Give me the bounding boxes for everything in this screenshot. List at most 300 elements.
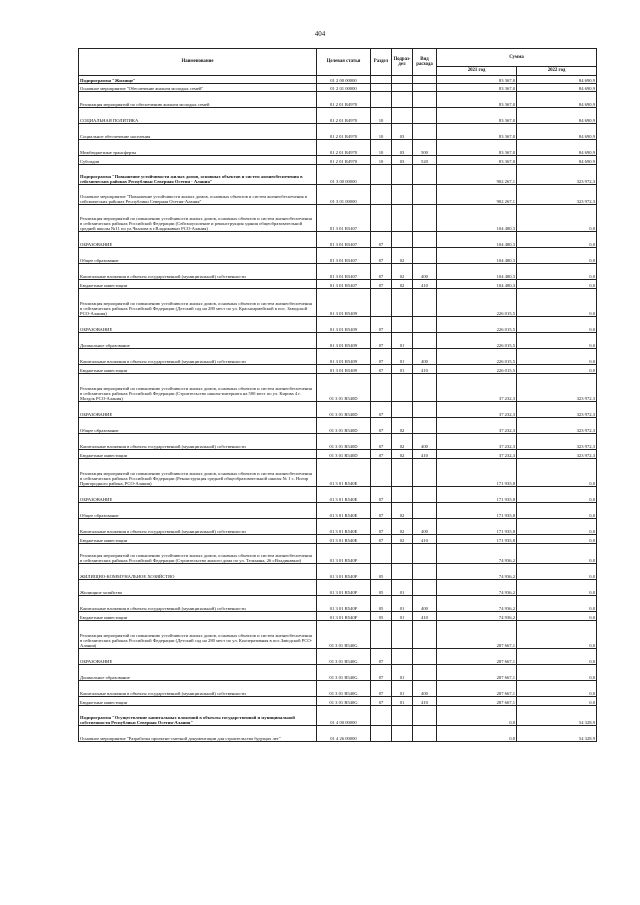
row-section: 07 xyxy=(371,349,392,365)
table-row xyxy=(79,76,597,84)
row-sum-2021: 171 935,8 xyxy=(437,519,517,535)
row-sum-2022: 54 328,9 xyxy=(517,706,597,726)
row-subsection: 01 xyxy=(392,333,413,349)
row-name: Основное мероприятие "Обеспечение жильем молодых семей" xyxy=(79,84,317,92)
row-sum-2021: 74 936,2 xyxy=(437,564,517,580)
page-number: 404 xyxy=(314,30,326,38)
row-name: Межбюджетные трансферты xyxy=(79,140,317,156)
row-expense-type xyxy=(413,665,437,681)
row-name: Капитальные вложения в объекты государственной (муниципальной) собственности xyxy=(79,519,317,535)
row-subsection: 03 xyxy=(392,140,413,156)
row-sum-2022: 84 690,9 xyxy=(517,156,597,165)
row-subsection: 01 xyxy=(392,365,413,374)
header-section: Раздел xyxy=(371,49,392,76)
row-name: ОБРАЗОВАНИЕ xyxy=(79,232,317,248)
row-expense-type xyxy=(413,185,437,205)
row-sum-2022: 84 690,9 xyxy=(517,140,597,156)
row-sum-2021: 104 480,3 xyxy=(437,280,517,289)
row-section: 07 xyxy=(371,280,392,289)
row-sum-2021: 287 667,1 xyxy=(437,649,517,665)
row-section xyxy=(371,726,392,742)
row-name: Бюджетные инвестиции xyxy=(79,535,317,544)
table-row xyxy=(79,697,597,706)
row-target-code: 01 3 01 R5409 xyxy=(317,333,371,349)
table-row xyxy=(79,124,597,140)
row-name: Капитальные вложения в объекты государственной (муниципальной) собственности xyxy=(79,681,317,697)
row-expense-type xyxy=(413,108,437,124)
row-sum-2021: 74 936,2 xyxy=(437,612,517,621)
table-row xyxy=(79,108,597,124)
row-sum-2021: 0,0 xyxy=(437,706,517,726)
row-sum-2022: 84 690,9 xyxy=(517,76,597,84)
row-target-code: 01 3 01 R540D xyxy=(317,434,371,450)
row-section: 07 xyxy=(371,333,392,349)
row-name: Основное мероприятие "Разработка проектно-сметной документации для строительства будущих лет" xyxy=(79,726,317,742)
row-sum-2021: 83 367,0 xyxy=(437,92,517,108)
row-expense-type xyxy=(413,621,437,649)
row-expense-type xyxy=(413,649,437,665)
row-name: Социальное обеспечение населения xyxy=(79,124,317,140)
row-sum-2022: 54 328,9 xyxy=(517,726,597,742)
row-subsection: 02 xyxy=(392,418,413,434)
table-row xyxy=(79,665,597,681)
row-name: Подпрограмма "Жилище" xyxy=(79,76,317,84)
row-sum-2021: 37 232,3 xyxy=(437,418,517,434)
table-row xyxy=(79,681,597,697)
row-sum-2022: 323 972,3 xyxy=(517,418,597,434)
row-target-code: 01 3 01 R5409 xyxy=(317,365,371,374)
row-section: 07 xyxy=(371,434,392,450)
row-sum-2021: 287 667,1 xyxy=(437,665,517,681)
row-sum-2022: 0,0 xyxy=(517,333,597,349)
row-subsection: 01 xyxy=(392,665,413,681)
row-sum-2022: 0,0 xyxy=(517,503,597,519)
row-name: Капитальные вложения в объекты государственной (муниципальной) собственности xyxy=(79,596,317,612)
row-sum-2021: 83 367,0 xyxy=(437,140,517,156)
row-target-code: 01 3 01 R5409 xyxy=(317,349,371,365)
table-row xyxy=(79,459,597,487)
row-expense-type xyxy=(413,706,437,726)
row-sum-2022: 323 972,3 xyxy=(517,402,597,418)
row-sum-2022: 0,0 xyxy=(517,519,597,535)
row-expense-type xyxy=(413,165,437,185)
table-row xyxy=(79,165,597,185)
row-expense-type: 410 xyxy=(413,365,437,374)
row-section: 05 xyxy=(371,612,392,621)
row-subsection xyxy=(392,706,413,726)
row-section: 07 xyxy=(371,365,392,374)
row-expense-type xyxy=(413,459,437,487)
row-subsection xyxy=(392,487,413,503)
row-section: 07 xyxy=(371,264,392,280)
row-name: Реализация мероприятий по повышению устойчивости жилых домов, основных объектов и систем жизнеобеспечения в сейсмических районах Российской Федерации (Строительство жилого дома по ул. Тельмана, 26 г.Владикавказ) xyxy=(79,544,317,564)
row-expense-type xyxy=(413,289,437,317)
row-sum-2022: 323 972,3 xyxy=(517,450,597,459)
row-name: Жилищное хозяйство xyxy=(79,580,317,596)
row-sum-2021: 37 232,3 xyxy=(437,374,517,402)
row-subsection: 01 xyxy=(392,612,413,621)
row-subsection xyxy=(392,649,413,665)
row-section xyxy=(371,289,392,317)
table-row xyxy=(79,248,597,264)
row-target-code: 01 3 01 R5407 xyxy=(317,232,371,248)
row-sum-2022: 0,0 xyxy=(517,564,597,580)
row-expense-type: 410 xyxy=(413,280,437,289)
row-sum-2022: 0,0 xyxy=(517,289,597,317)
row-name: Субсидии xyxy=(79,156,317,165)
row-sum-2022: 323 972,3 xyxy=(517,374,597,402)
row-expense-type: 500 xyxy=(413,140,437,156)
row-name: Реализация мероприятий по повышению устойчивости жилых домов, основных объектов и систем жизнеобеспечения в сейсмических районах Российской Федерации (Детский сад на 280 мест по ул. Кооперативная в пос.Заводской РСО-Алания) xyxy=(79,621,317,649)
row-expense-type xyxy=(413,317,437,333)
row-section: 07 xyxy=(371,232,392,248)
row-target-code: 01 3 01 R540F xyxy=(317,596,371,612)
row-target-code: 01 3 01 R5407 xyxy=(317,248,371,264)
row-sum-2021: 83 367,0 xyxy=(437,124,517,140)
row-section: 05 xyxy=(371,564,392,580)
row-section xyxy=(371,165,392,185)
row-name: ОБРАЗОВАНИЕ xyxy=(79,402,317,418)
row-target-code: 01 3 01 R540E xyxy=(317,459,371,487)
row-section xyxy=(371,374,392,402)
row-expense-type xyxy=(413,402,437,418)
row-name: Капитальные вложения в объекты государственной (муниципальной) собственности xyxy=(79,434,317,450)
row-subsection xyxy=(392,205,413,232)
row-sum-2021: 226 015,5 xyxy=(437,349,517,365)
row-sum-2022: 0,0 xyxy=(517,280,597,289)
table-row xyxy=(79,503,597,519)
row-sum-2021: 37 232,3 xyxy=(437,434,517,450)
row-subsection xyxy=(392,726,413,742)
row-name: ОБРАЗОВАНИЕ xyxy=(79,487,317,503)
row-subsection xyxy=(392,402,413,418)
row-target-code: 01 3 01 R5409 xyxy=(317,289,371,317)
row-target-code: 01 2 01 00000 xyxy=(317,84,371,92)
table-row xyxy=(79,264,597,280)
row-subsection xyxy=(392,374,413,402)
row-expense-type: 410 xyxy=(413,535,437,544)
row-subsection: 01 xyxy=(392,596,413,612)
row-subsection xyxy=(392,544,413,564)
row-sum-2021: 226 015,5 xyxy=(437,317,517,333)
table-row xyxy=(79,580,597,596)
row-expense-type: 400 xyxy=(413,681,437,697)
table-row xyxy=(79,649,597,665)
row-sum-2022: 0,0 xyxy=(517,317,597,333)
table-row xyxy=(79,280,597,289)
row-sum-2021: 83 367,0 xyxy=(437,84,517,92)
row-name: Бюджетные инвестиции xyxy=(79,450,317,459)
row-target-code: 01 3 01 R540G xyxy=(317,697,371,706)
row-expense-type xyxy=(413,333,437,349)
row-name: Бюджетные инвестиции xyxy=(79,697,317,706)
row-subsection: 03 xyxy=(392,156,413,165)
row-expense-type xyxy=(413,374,437,402)
row-subsection: 02 xyxy=(392,450,413,459)
row-target-code: 01 3 01 R540D xyxy=(317,450,371,459)
row-sum-2022: 0,0 xyxy=(517,612,597,621)
row-expense-type xyxy=(413,248,437,264)
row-expense-type: 410 xyxy=(413,697,437,706)
row-expense-type xyxy=(413,76,437,84)
row-sum-2021: 171 935,8 xyxy=(437,459,517,487)
row-target-code: 01 3 01 R5409 xyxy=(317,317,371,333)
row-expense-type: 400 xyxy=(413,264,437,280)
row-target-code: 01 2 01 R4970 xyxy=(317,124,371,140)
header-name: Наименование xyxy=(79,49,317,76)
row-name: Бюджетные инвестиции xyxy=(79,280,317,289)
row-subsection: 02 xyxy=(392,503,413,519)
row-expense-type xyxy=(413,487,437,503)
table-row xyxy=(79,450,597,459)
row-sum-2022: 84 690,9 xyxy=(517,108,597,124)
table-row xyxy=(79,402,597,418)
row-section: 07 xyxy=(371,503,392,519)
row-sum-2022: 84 690,9 xyxy=(517,92,597,108)
row-name: Бюджетные инвестиции xyxy=(79,365,317,374)
row-sum-2021: 83 367,0 xyxy=(437,76,517,84)
row-sum-2021: 902 267,1 xyxy=(437,165,517,185)
table-row xyxy=(79,349,597,365)
row-expense-type xyxy=(413,418,437,434)
row-subsection: 02 xyxy=(392,280,413,289)
row-section: 07 xyxy=(371,450,392,459)
row-section xyxy=(371,459,392,487)
row-target-code: 01 3 01 R540G xyxy=(317,621,371,649)
row-section: 07 xyxy=(371,418,392,434)
row-subsection xyxy=(392,232,413,248)
table-row xyxy=(79,185,597,205)
row-sum-2022: 0,0 xyxy=(517,365,597,374)
row-target-code: 01 3 01 R540F xyxy=(317,564,371,580)
row-sum-2021: 226 015,5 xyxy=(437,333,517,349)
row-subsection xyxy=(392,564,413,580)
row-subsection: 01 xyxy=(392,697,413,706)
row-section xyxy=(371,621,392,649)
row-sum-2022: 0,0 xyxy=(517,535,597,544)
row-sum-2022: 323 972,3 xyxy=(517,185,597,205)
row-sum-2022: 0,0 xyxy=(517,232,597,248)
row-section xyxy=(371,84,392,92)
row-expense-type xyxy=(413,232,437,248)
row-expense-type: 400 xyxy=(413,434,437,450)
row-sum-2022: 0,0 xyxy=(517,487,597,503)
row-section: 10 xyxy=(371,156,392,165)
row-target-code: 01 3 01 R540G xyxy=(317,649,371,665)
row-sum-2022: 0,0 xyxy=(517,349,597,365)
row-target-code: 01 3 01 R5407 xyxy=(317,205,371,232)
row-subsection xyxy=(392,185,413,205)
header-sum: Сумма xyxy=(437,49,597,67)
row-expense-type xyxy=(413,205,437,232)
row-name: Бюджетные инвестиции xyxy=(79,612,317,621)
row-subsection xyxy=(392,92,413,108)
row-sum-2022: 0,0 xyxy=(517,665,597,681)
table-row xyxy=(79,519,597,535)
row-expense-type: 400 xyxy=(413,596,437,612)
row-sum-2021: 226 015,5 xyxy=(437,289,517,317)
row-sum-2021: 287 667,1 xyxy=(437,621,517,649)
row-section: 07 xyxy=(371,681,392,697)
row-subsection: 02 xyxy=(392,535,413,544)
table-row xyxy=(79,726,597,742)
row-target-code: 01 3 01 00000 xyxy=(317,185,371,205)
row-subsection: 01 xyxy=(392,580,413,596)
row-section: 07 xyxy=(371,697,392,706)
row-section: 05 xyxy=(371,596,392,612)
row-section: 10 xyxy=(371,140,392,156)
row-subsection: 02 xyxy=(392,519,413,535)
row-target-code: 01 2 01 R4970 xyxy=(317,92,371,108)
row-sum-2021: 171 935,8 xyxy=(437,503,517,519)
row-subsection xyxy=(392,84,413,92)
table-row xyxy=(79,487,597,503)
row-sum-2021: 104 480,3 xyxy=(437,248,517,264)
row-sum-2022: 0,0 xyxy=(517,264,597,280)
row-section: 07 xyxy=(371,248,392,264)
row-name: Общее образование xyxy=(79,418,317,434)
row-sum-2021: 902 267,1 xyxy=(437,185,517,205)
table-row xyxy=(79,92,597,108)
row-sum-2022: 84 690,9 xyxy=(517,124,597,140)
table-row xyxy=(79,156,597,165)
row-name: Реализация мероприятий по повышению устойчивости жилых домов, основных объектов и систем жизнеобеспечения в сейсмических районах Российской Федерации (Реконструкция средней общеобразовательной школы № 1 с. Ногир Пригородного района, РСО-Алания) xyxy=(79,459,317,487)
row-sum-2021: 74 936,2 xyxy=(437,596,517,612)
row-subsection xyxy=(392,289,413,317)
row-target-code: 01 3 01 R540F xyxy=(317,612,371,621)
row-target-code: 01 2 01 R4970 xyxy=(317,156,371,165)
row-subsection xyxy=(392,108,413,124)
row-sum-2021: 104 480,3 xyxy=(437,205,517,232)
row-sum-2021: 74 936,2 xyxy=(437,580,517,596)
row-sum-2022: 0,0 xyxy=(517,596,597,612)
row-sum-2021: 287 667,1 xyxy=(437,697,517,706)
row-section: 07 xyxy=(371,519,392,535)
row-subsection xyxy=(392,165,413,185)
header-year-2022: 2022 год xyxy=(517,67,597,76)
row-section: 07 xyxy=(371,535,392,544)
row-name: Подпрограмма "Повышение устойчивости жилых домов, основных объектов и систем жизнеобеспечения в сейсмических районах Республики Северная Осетия - Алания" xyxy=(79,165,317,185)
row-sum-2022: 323 972,3 xyxy=(517,165,597,185)
table-row xyxy=(79,535,597,544)
row-name: Реализация мероприятий по повышению устойчивости жилых домов, основных объектов и систем жизнеобеспечения в сейсмических районах Российской Федерации (Строительство школы-интерната на 500 мест по ул. Кирова 4 г. Моздок РСО-Алания) xyxy=(79,374,317,402)
row-sum-2022: 84 690,9 xyxy=(517,84,597,92)
row-sum-2021: 171 935,8 xyxy=(437,487,517,503)
row-sum-2022: 0,0 xyxy=(517,697,597,706)
row-sum-2021: 83 367,0 xyxy=(437,108,517,124)
row-sum-2022: 0,0 xyxy=(517,248,597,264)
row-subsection: 03 xyxy=(392,124,413,140)
row-name: Реализация мероприятий по обеспечению жильем молодых семей xyxy=(79,92,317,108)
row-target-code: 01 4 00 00000 xyxy=(317,706,371,726)
row-name: Дошкольное образование xyxy=(79,665,317,681)
header-year-2021: 2021 год xyxy=(437,67,517,76)
row-expense-type xyxy=(413,726,437,742)
row-sum-2021: 37 232,3 xyxy=(437,402,517,418)
row-section: 07 xyxy=(371,665,392,681)
row-section: 10 xyxy=(371,108,392,124)
row-name: ОБРАЗОВАНИЕ xyxy=(79,317,317,333)
row-subsection: 02 xyxy=(392,248,413,264)
row-name: ЖИЛИЩНО-КОММУНАЛЬНОЕ ХОЗЯЙСТВО xyxy=(79,564,317,580)
table-row xyxy=(79,205,597,232)
row-target-code: 01 3 01 R540F xyxy=(317,580,371,596)
row-target-code: 01 3 01 R540D xyxy=(317,418,371,434)
row-subsection xyxy=(392,621,413,649)
row-sum-2021: 0,0 xyxy=(437,726,517,742)
row-section xyxy=(371,205,392,232)
row-section xyxy=(371,92,392,108)
row-expense-type xyxy=(413,124,437,140)
row-sum-2022: 0,0 xyxy=(517,621,597,649)
table-row xyxy=(79,289,597,317)
row-sum-2022: 0,0 xyxy=(517,544,597,564)
table-row xyxy=(79,84,597,92)
row-name: СОЦИАЛЬНАЯ ПОЛИТИКА xyxy=(79,108,317,124)
row-target-code: 01 3 01 R540G xyxy=(317,681,371,697)
row-target-code: 01 2 01 R4970 xyxy=(317,108,371,124)
table-row xyxy=(79,544,597,564)
row-name: ОБРАЗОВАНИЕ xyxy=(79,649,317,665)
row-subsection: 01 xyxy=(392,349,413,365)
row-sum-2022: 0,0 xyxy=(517,580,597,596)
row-expense-type: 410 xyxy=(413,612,437,621)
row-subsection: 02 xyxy=(392,434,413,450)
row-target-code: 01 3 01 R5407 xyxy=(317,280,371,289)
row-name: Реализация мероприятий по повышению устойчивости жилых домов, основных объектов и систем жизнеобеспечения в сейсмических районах Российской Федерации (Детский сад на 280 мест по ул. Красноармейской в пос. Заводской РСО-Алания) xyxy=(79,289,317,317)
row-expense-type xyxy=(413,564,437,580)
row-target-code: 01 3 01 R540D xyxy=(317,374,371,402)
row-expense-type xyxy=(413,92,437,108)
row-sum-2021: 226 015,5 xyxy=(437,365,517,374)
row-sum-2021: 171 935,8 xyxy=(437,535,517,544)
header-expense: Вид расхода xyxy=(413,49,437,76)
row-section: 10 xyxy=(371,124,392,140)
row-target-code: 01 2 00 00000 xyxy=(317,76,371,84)
row-target-code: 01 3 01 R540D xyxy=(317,402,371,418)
table-row xyxy=(79,612,597,621)
table-row xyxy=(79,232,597,248)
row-expense-type: 400 xyxy=(413,349,437,365)
row-sum-2022: 0,0 xyxy=(517,681,597,697)
row-target-code: 01 3 01 R540E xyxy=(317,503,371,519)
row-sum-2021: 104 480,3 xyxy=(437,232,517,248)
row-subsection: 01 xyxy=(392,681,413,697)
table-row xyxy=(79,706,597,726)
row-target-code: 01 3 01 R540E xyxy=(317,519,371,535)
row-section: 07 xyxy=(371,649,392,665)
row-name: Основное мероприятие "Повышение устойчивости жилых домов, основных объектов и систем жизнеобеспечения в сейсмических районах Республики Северная Осетия-Алания" xyxy=(79,185,317,205)
row-name: Общее образование xyxy=(79,503,317,519)
row-expense-type: 400 xyxy=(413,519,437,535)
row-target-code: 01 3 01 R540E xyxy=(317,487,371,503)
row-subsection xyxy=(392,317,413,333)
row-expense-type xyxy=(413,503,437,519)
row-target-code: 01 2 01 R4970 xyxy=(317,140,371,156)
row-sum-2022: 323 972,3 xyxy=(517,434,597,450)
row-section: 07 xyxy=(371,402,392,418)
row-subsection: 02 xyxy=(392,264,413,280)
row-expense-type: 410 xyxy=(413,450,437,459)
row-sum-2021: 37 232,3 xyxy=(437,450,517,459)
table-row xyxy=(79,564,597,580)
row-sum-2022: 0,0 xyxy=(517,649,597,665)
header-target: Целевая статья xyxy=(317,49,371,76)
table-row xyxy=(79,434,597,450)
table-body xyxy=(79,76,597,742)
row-sum-2022: 0,0 xyxy=(517,205,597,232)
row-target-code: 01 3 01 R540G xyxy=(317,665,371,681)
